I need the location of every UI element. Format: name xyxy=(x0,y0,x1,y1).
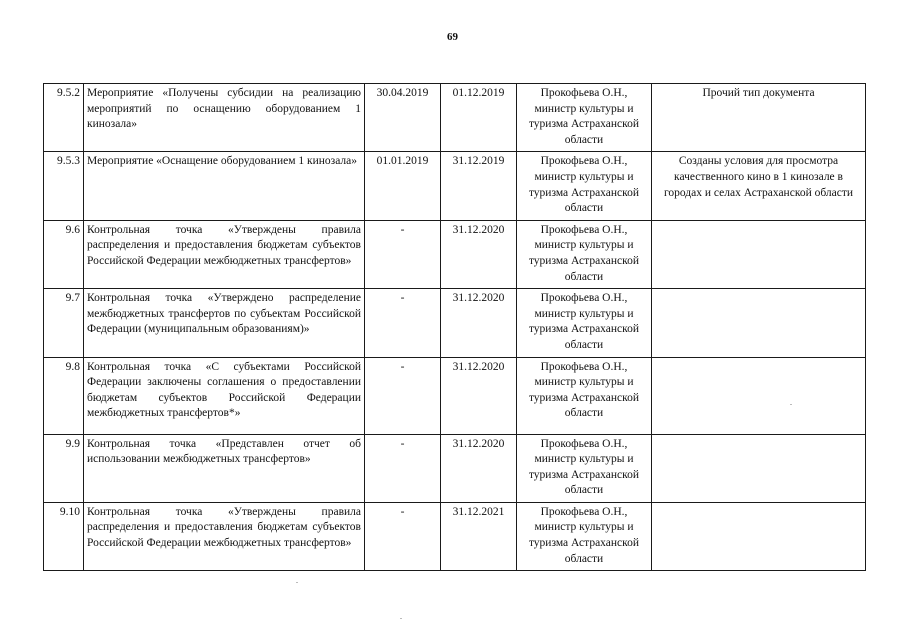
row-end-date: 31.12.2020 xyxy=(441,289,517,357)
row-end-date: 01.12.2019 xyxy=(441,84,517,152)
row-description: Мероприятие «Получены субсидии на реализацию мероприятий по оснащению оборудованием 1 кинозала» xyxy=(84,84,365,152)
row-start-date: 30.04.2019 xyxy=(365,84,441,152)
row-description: Контрольная точка «Утверждены правила распределения и предоставления бюджетам субъектов Российской Федерации межбюджетных трансфертов» xyxy=(84,220,365,288)
row-number: 9.8 xyxy=(44,357,84,434)
row-responsible: Прокофьева О.Н., министр культуры и туризма Астраханской области xyxy=(517,502,652,570)
row-description: Мероприятие «Оснащение оборудованием 1 кинозала» xyxy=(84,152,365,220)
row-number: 9.7 xyxy=(44,289,84,357)
row-responsible: Прокофьева О.Н., министр культуры и туризма Астраханской области xyxy=(517,434,652,502)
row-start-date: - xyxy=(365,502,441,570)
row-start-date: - xyxy=(365,357,441,434)
row-start-date: - xyxy=(365,434,441,502)
table-row xyxy=(44,84,866,152)
row-note: Прочий тип документа xyxy=(652,84,866,152)
row-description: Контрольная точка «Утверждены правила распределения и предоставления бюджетам субъектов Российской Федерации межбюджетных трансфертов» xyxy=(84,502,365,570)
row-note xyxy=(652,434,866,502)
row-note xyxy=(652,357,866,434)
row-description: Контрольная точка «Представлен отчет об использовании межбюджетных трансфертов» xyxy=(84,434,365,502)
row-end-date: 31.12.2020 xyxy=(441,357,517,434)
page-number: 69 xyxy=(447,31,458,43)
row-description: Контрольная точка «Утверждено распределение межбюджетных трансфертов по субъектам Российской Федерации (муниципальным образованиям)» xyxy=(84,289,365,357)
row-responsible: Прокофьева О.Н., министр культуры и туризма Астраханской области xyxy=(517,357,652,434)
row-note xyxy=(652,220,866,288)
plan-table xyxy=(43,83,866,571)
table-row xyxy=(44,152,866,220)
table-row xyxy=(44,220,866,288)
row-number: 9.5.2 xyxy=(44,84,84,152)
row-start-date: 01.01.2019 xyxy=(365,152,441,220)
row-end-date: 31.12.2021 xyxy=(441,502,517,570)
row-start-date: - xyxy=(365,289,441,357)
table-row xyxy=(44,357,866,434)
row-responsible: Прокофьева О.Н., министр культуры и туризма Астраханской области xyxy=(517,220,652,288)
row-number: 9.10 xyxy=(44,502,84,570)
row-number: 9.6 xyxy=(44,220,84,288)
scan-speck xyxy=(400,618,402,619)
row-end-date: 31.12.2020 xyxy=(441,220,517,288)
table-row xyxy=(44,434,866,502)
table-row xyxy=(44,289,866,357)
table-row xyxy=(44,502,866,570)
row-responsible: Прокофьева О.Н., министр культуры и туризма Астраханской области xyxy=(517,152,652,220)
row-end-date: 31.12.2020 xyxy=(441,434,517,502)
row-description: Контрольная точка «С субъектами Российской Федерации заключены соглашения о предоставлении бюджетам субъектов Российской Федерации межбюджетных трансфертов*» xyxy=(84,357,365,434)
row-number: 9.5.3 xyxy=(44,152,84,220)
scan-speck xyxy=(296,582,298,583)
row-note: Созданы условия для просмотра качественного кино в 1 кинозале в городах и селах Астраханской области xyxy=(652,152,866,220)
row-responsible: Прокофьева О.Н., министр культуры и туризма Астраханской области xyxy=(517,84,652,152)
row-note xyxy=(652,289,866,357)
scan-speck xyxy=(790,404,792,405)
row-responsible: Прокофьева О.Н., министр культуры и туризма Астраханской области xyxy=(517,289,652,357)
row-start-date: - xyxy=(365,220,441,288)
row-end-date: 31.12.2019 xyxy=(441,152,517,220)
row-number: 9.9 xyxy=(44,434,84,502)
row-note xyxy=(652,502,866,570)
